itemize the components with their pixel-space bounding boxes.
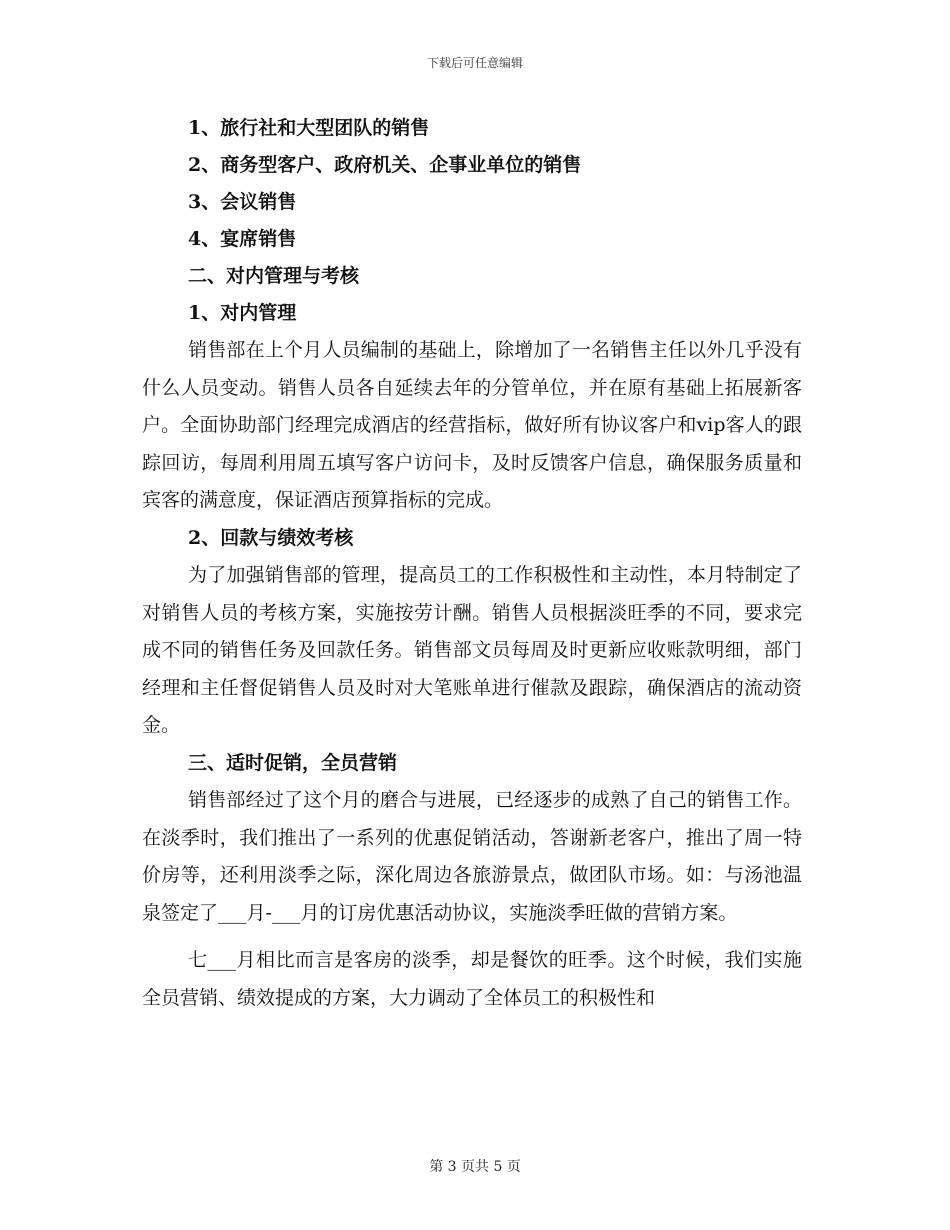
- list-item: 3、会议销售: [188, 191, 297, 213]
- section-heading: 三、适时促销，全员营销: [188, 751, 398, 774]
- paragraph-gap: [142, 932, 802, 942]
- paragraph: 七___月相比而言是客房的淡季，却是餐饮的旺季。这个时候，我们实施全员营销、绩效提成的方案，大力调动了全体员工的积极性和: [142, 949, 802, 1009]
- paragraph: 销售部经过了这个月的磨合与进展，已经逐步的成熟了自己的销售工作。在淡季时，我们推出了一系列的优惠促销活动，答谢新老客户，推出了周一特价房等，还利用淡季之际，深化周边各旅游景点，做团队市场。如：与汤池温泉签定了___月-___月的订房优惠活动协议，实施淡季旺做的营销方案。: [142, 788, 802, 924]
- list-item: 2、商务型客户、政府机关、企事业单位的销售: [188, 154, 582, 176]
- paragraph: 为了加强销售部的管理，提高员工的工作积极性和主动性，本月特制定了对销售人员的考核方案，实施按劳计酬。销售人员根据淡旺季的不同，要求完成不同的销售任务及回款任务。销售部文员每周及时更新应收账款明细，部门经理和主任督促销售人员及时对大笔账单进行催款及跟踪，确保酒店的流动资金。: [142, 563, 802, 737]
- document-body: [142, 110, 802, 1018]
- subsection-heading: 1、对内管理: [188, 302, 297, 324]
- list-item: 4、宴席销售: [188, 228, 297, 250]
- list-item: 1、旅行社和大型团队的销售: [188, 117, 430, 139]
- section-heading: 二、对内管理与考核: [188, 265, 360, 287]
- page-footer: 第 3 页共 5 页: [429, 1159, 521, 1175]
- subsection-heading: 2、回款与绩效考核: [188, 526, 354, 549]
- page-header: 下载后可任意编辑: [426, 56, 523, 70]
- paragraph: 销售部在上个月人员编制的基础上，除增加了一名销售主任以外几乎没有什么人员变动。销售人员各自延续去年的分管单位，并在原有基础上拓展新客户。全面协助部门经理完成酒店的经营指标，做好所有协议客户和vip客人的跟踪回访，每周利用周五填写客户访问卡，及时反馈客户信息，确保服务质量和宾客的满意度，保证酒店预算指标的完成。: [142, 339, 802, 512]
